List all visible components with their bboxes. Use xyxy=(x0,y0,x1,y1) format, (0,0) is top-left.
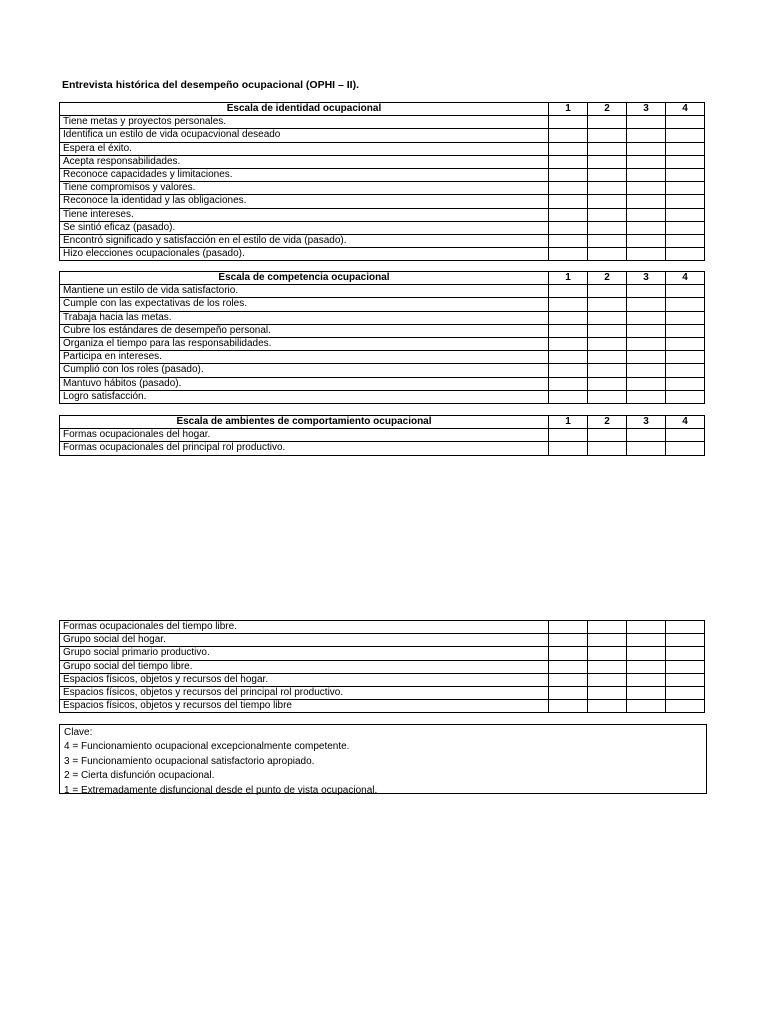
score-cell-2[interactable] xyxy=(588,700,627,713)
score-cell-1[interactable] xyxy=(549,442,588,455)
table-row xyxy=(60,142,705,155)
scale-header: Escala de identidad ocupacional xyxy=(60,103,549,116)
score-cell-1[interactable] xyxy=(549,377,588,390)
score-cell-1[interactable] xyxy=(549,351,588,364)
table-row xyxy=(60,155,705,168)
score-cell-4[interactable] xyxy=(666,116,705,129)
score-cell-4[interactable] xyxy=(666,221,705,234)
score-cell-3[interactable] xyxy=(627,660,666,673)
score-cell-3[interactable] xyxy=(627,621,666,634)
score-cell-4[interactable] xyxy=(666,700,705,713)
table-row xyxy=(60,311,705,324)
score-cell-1[interactable] xyxy=(549,155,588,168)
item-label: Organiza el tiempo para las responsabilidades. xyxy=(60,337,549,350)
score-cell-1[interactable] xyxy=(549,195,588,208)
score-cell-3[interactable] xyxy=(627,142,666,155)
score-cell-1[interactable] xyxy=(549,634,588,647)
score-cell-1[interactable] xyxy=(549,673,588,686)
score-cell-1[interactable] xyxy=(549,429,588,442)
score-cell-1[interactable] xyxy=(549,182,588,195)
score-cell-4[interactable] xyxy=(666,129,705,142)
table-row xyxy=(60,234,705,247)
table-row xyxy=(60,390,705,403)
score-cell-1[interactable] xyxy=(549,686,588,699)
item-label: Grupo social del hogar. xyxy=(60,634,549,647)
score-cell-4[interactable] xyxy=(666,686,705,699)
score-cell-2[interactable] xyxy=(588,168,627,181)
table-row xyxy=(60,634,705,647)
score-cell-3[interactable] xyxy=(627,129,666,142)
item-label: Formas ocupacionales del tiempo libre. xyxy=(60,621,549,634)
score-cell-4[interactable] xyxy=(666,442,705,455)
identity-scale-table xyxy=(59,102,705,261)
score-cell-3[interactable] xyxy=(627,248,666,261)
score-cell-1[interactable] xyxy=(549,324,588,337)
score-cell-1[interactable] xyxy=(549,248,588,261)
table-row xyxy=(60,621,705,634)
score-cell-2[interactable] xyxy=(588,182,627,195)
score-cell-4[interactable] xyxy=(666,195,705,208)
score-column-1: 1 xyxy=(549,416,588,429)
score-cell-2[interactable] xyxy=(588,155,627,168)
table-row xyxy=(60,168,705,181)
score-cell-4[interactable] xyxy=(666,351,705,364)
score-cell-3[interactable] xyxy=(627,298,666,311)
score-cell-4[interactable] xyxy=(666,168,705,181)
score-cell-3[interactable] xyxy=(627,351,666,364)
item-label: Tiene intereses. xyxy=(60,208,549,221)
score-cell-1[interactable] xyxy=(549,311,588,324)
table-row xyxy=(60,116,705,129)
item-label: Cubre los estándares de desempeño personal. xyxy=(60,324,549,337)
score-cell-4[interactable] xyxy=(666,208,705,221)
table-row xyxy=(60,364,705,377)
score-cell-2[interactable] xyxy=(588,142,627,155)
score-cell-4[interactable] xyxy=(666,311,705,324)
table-row xyxy=(60,673,705,686)
score-cell-4[interactable] xyxy=(666,324,705,337)
scale-header: Escala de ambientes de comportamiento ocupacional xyxy=(60,416,549,429)
item-label: Hizo elecciones ocupacionales (pasado). xyxy=(60,248,549,261)
item-label: Mantuvo hábitos (pasado). xyxy=(60,377,549,390)
score-column-4: 4 xyxy=(666,416,705,429)
table-row xyxy=(60,700,705,713)
item-label: Tiene compromisos y valores. xyxy=(60,182,549,195)
score-cell-1[interactable] xyxy=(549,208,588,221)
score-cell-4[interactable] xyxy=(666,390,705,403)
score-cell-1[interactable] xyxy=(549,390,588,403)
score-cell-2[interactable] xyxy=(588,324,627,337)
table-row xyxy=(60,182,705,195)
item-label: Espacios físicos, objetos y recursos del principal rol productivo. xyxy=(60,686,549,699)
score-cell-3[interactable] xyxy=(627,168,666,181)
score-cell-4[interactable] xyxy=(666,364,705,377)
score-cell-1[interactable] xyxy=(549,168,588,181)
score-cell-4[interactable] xyxy=(666,634,705,647)
score-cell-2[interactable] xyxy=(588,298,627,311)
score-cell-2[interactable] xyxy=(588,248,627,261)
item-label: Grupo social primario productivo. xyxy=(60,647,549,660)
score-cell-1[interactable] xyxy=(549,660,588,673)
score-cell-4[interactable] xyxy=(666,248,705,261)
score-cell-1[interactable] xyxy=(549,337,588,350)
item-label: Grupo social del tiempo libre. xyxy=(60,660,549,673)
score-cell-3[interactable] xyxy=(627,647,666,660)
score-cell-4[interactable] xyxy=(666,142,705,155)
score-cell-3[interactable] xyxy=(627,208,666,221)
item-label: Logro satisfacción. xyxy=(60,390,549,403)
score-cell-3[interactable] xyxy=(627,390,666,403)
score-cell-2[interactable] xyxy=(588,442,627,455)
score-cell-3[interactable] xyxy=(627,195,666,208)
key-box xyxy=(59,724,707,794)
table-row xyxy=(60,221,705,234)
environment-scale-table xyxy=(59,415,705,456)
table-row xyxy=(60,248,705,261)
item-label: Cumple con las expectativas de los roles. xyxy=(60,298,549,311)
table-row xyxy=(60,285,705,298)
item-label: Se sintió eficaz (pasado). xyxy=(60,221,549,234)
score-cell-3[interactable] xyxy=(627,364,666,377)
score-cell-1[interactable] xyxy=(549,221,588,234)
item-label: Espacios físicos, objetos y recursos del hogar. xyxy=(60,673,549,686)
score-cell-2[interactable] xyxy=(588,621,627,634)
key-label: Clave: xyxy=(64,727,93,738)
score-cell-4[interactable] xyxy=(666,155,705,168)
score-cell-3[interactable] xyxy=(627,377,666,390)
item-label: Reconoce la identidad y las obligaciones. xyxy=(60,195,549,208)
item-label: Acepta responsabilidades. xyxy=(60,155,549,168)
item-label: Trabaja hacia las metas. xyxy=(60,311,549,324)
score-cell-3[interactable] xyxy=(627,442,666,455)
score-cell-2[interactable] xyxy=(588,660,627,673)
score-cell-2[interactable] xyxy=(588,234,627,247)
score-column-4: 4 xyxy=(666,272,705,285)
score-cell-2[interactable] xyxy=(588,116,627,129)
score-cell-3[interactable] xyxy=(627,700,666,713)
score-cell-4[interactable] xyxy=(666,673,705,686)
table-row xyxy=(60,377,705,390)
score-cell-1[interactable] xyxy=(549,234,588,247)
score-cell-4[interactable] xyxy=(666,298,705,311)
score-cell-2[interactable] xyxy=(588,195,627,208)
score-cell-2[interactable] xyxy=(588,285,627,298)
score-cell-4[interactable] xyxy=(666,234,705,247)
score-cell-3[interactable] xyxy=(627,155,666,168)
item-label: Participa en intereses. xyxy=(60,351,549,364)
item-label: Cumplió con los roles (pasado). xyxy=(60,364,549,377)
score-column-3: 3 xyxy=(627,272,666,285)
table-row xyxy=(60,647,705,660)
key-item-2: 2 = Cierta disfunción ocupacional. xyxy=(64,770,215,782)
score-cell-2[interactable] xyxy=(588,673,627,686)
score-cell-2[interactable] xyxy=(588,686,627,699)
score-cell-1[interactable] xyxy=(549,364,588,377)
table-header-row xyxy=(60,416,705,429)
table-header-row xyxy=(60,272,705,285)
score-column-1: 1 xyxy=(549,272,588,285)
environment-scale-continuation-table xyxy=(59,620,705,713)
score-cell-1[interactable] xyxy=(549,116,588,129)
score-column-4: 4 xyxy=(666,103,705,116)
score-column-2: 2 xyxy=(588,272,627,285)
table-header-row xyxy=(60,103,705,116)
score-cell-3[interactable] xyxy=(627,221,666,234)
score-column-3: 3 xyxy=(627,416,666,429)
score-cell-2[interactable] xyxy=(588,377,627,390)
table-row xyxy=(60,442,705,455)
table-row xyxy=(60,351,705,364)
table-row xyxy=(60,129,705,142)
score-cell-4[interactable] xyxy=(666,285,705,298)
score-cell-3[interactable] xyxy=(627,234,666,247)
item-label: Mantiene un estilo de vida satisfactorio. xyxy=(60,285,549,298)
score-column-2: 2 xyxy=(588,416,627,429)
score-cell-2[interactable] xyxy=(588,390,627,403)
item-label: Identifica un estilo de vida ocupacvional deseado xyxy=(60,129,549,142)
score-cell-2[interactable] xyxy=(588,647,627,660)
score-cell-4[interactable] xyxy=(666,660,705,673)
score-cell-3[interactable] xyxy=(627,324,666,337)
score-cell-3[interactable] xyxy=(627,673,666,686)
table-row xyxy=(60,429,705,442)
score-cell-2[interactable] xyxy=(588,221,627,234)
score-column-1: 1 xyxy=(549,103,588,116)
score-cell-4[interactable] xyxy=(666,182,705,195)
score-cell-4[interactable] xyxy=(666,621,705,634)
table-row xyxy=(60,324,705,337)
score-cell-4[interactable] xyxy=(666,337,705,350)
table-row xyxy=(60,686,705,699)
score-cell-2[interactable] xyxy=(588,129,627,142)
score-cell-1[interactable] xyxy=(549,700,588,713)
item-label: Espacios físicos, objetos y recursos del tiempo libre xyxy=(60,700,549,713)
table-row xyxy=(60,208,705,221)
score-column-3: 3 xyxy=(627,103,666,116)
key-item-4: 4 = Funcionamiento ocupacional excepcionalmente competente. xyxy=(64,741,350,753)
score-cell-2[interactable] xyxy=(588,351,627,364)
score-cell-3[interactable] xyxy=(627,337,666,350)
key-item-1: 1 = Extremadamente disfuncional desde el punto de vista ocupacional. xyxy=(64,784,378,796)
score-cell-3[interactable] xyxy=(627,634,666,647)
score-column-2: 2 xyxy=(588,103,627,116)
score-cell-3[interactable] xyxy=(627,429,666,442)
scale-header: Escala de competencia ocupacional xyxy=(60,272,549,285)
score-cell-1[interactable] xyxy=(549,621,588,634)
score-cell-3[interactable] xyxy=(627,182,666,195)
score-cell-4[interactable] xyxy=(666,429,705,442)
table-row xyxy=(60,337,705,350)
score-cell-1[interactable] xyxy=(549,142,588,155)
item-label: Formas ocupacionales del hogar. xyxy=(60,429,549,442)
score-cell-3[interactable] xyxy=(627,116,666,129)
table-row xyxy=(60,195,705,208)
score-cell-1[interactable] xyxy=(549,298,588,311)
score-cell-2[interactable] xyxy=(588,208,627,221)
competence-scale-table xyxy=(59,271,705,404)
score-cell-2[interactable] xyxy=(588,429,627,442)
key-item-3: 3 = Funcionamiento ocupacional satisfactorio apropiado. xyxy=(64,755,315,767)
item-label: Reconoce capacidades y limitaciones. xyxy=(60,168,549,181)
score-cell-2[interactable] xyxy=(588,337,627,350)
item-label: Espera el éxito. xyxy=(60,142,549,155)
item-label: Formas ocupacionales del principal rol productivo. xyxy=(60,442,549,455)
score-cell-1[interactable] xyxy=(549,129,588,142)
score-cell-1[interactable] xyxy=(549,285,588,298)
score-cell-2[interactable] xyxy=(588,311,627,324)
score-cell-2[interactable] xyxy=(588,364,627,377)
table-row xyxy=(60,298,705,311)
score-cell-3[interactable] xyxy=(627,285,666,298)
score-cell-2[interactable] xyxy=(588,634,627,647)
score-cell-1[interactable] xyxy=(549,647,588,660)
score-cell-4[interactable] xyxy=(666,377,705,390)
score-cell-3[interactable] xyxy=(627,311,666,324)
score-cell-3[interactable] xyxy=(627,686,666,699)
item-label: Encontró significado y satisfacción en el estilo de vida (pasado). xyxy=(60,234,549,247)
score-cell-4[interactable] xyxy=(666,647,705,660)
table-row xyxy=(60,660,705,673)
document-title: Entrevista histórica del desempeño ocupacional (OPHI – II). xyxy=(62,79,359,91)
item-label: Tiene metas y proyectos personales. xyxy=(60,116,549,129)
